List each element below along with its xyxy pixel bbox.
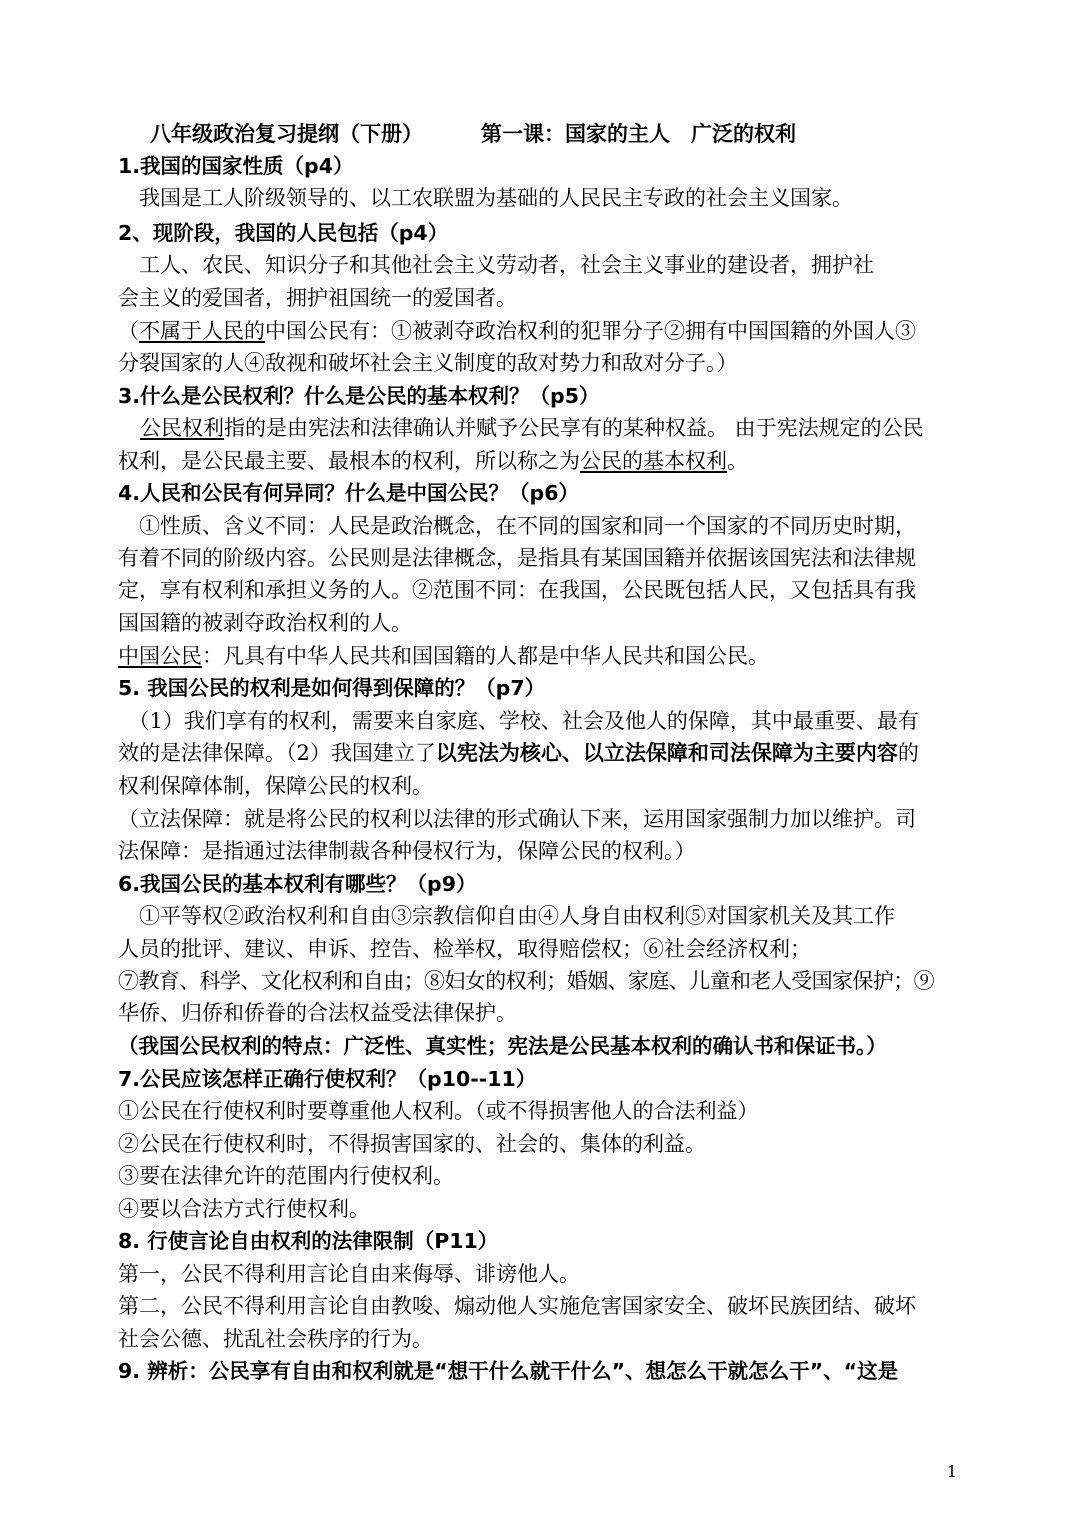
underlined-term: 公民的基本权利 [580,449,727,473]
paragraph-line: ④要以合法方式行使权利。 [118,1197,370,1221]
paragraph-line: ②公民在行使权利时，不得损害国家的、社会的、集体的利益。 [118,1132,706,1156]
text-run: 权利，是公民最主要、最根本的权利，所以称之为 [118,449,580,473]
paragraph-line: 会主义的爱国者，拥护祖国统一的爱国者。 [118,286,517,310]
underlined-term: 不属于人民的 [139,319,265,343]
text-run: 效的是法律保障。（2）我国建立了 [118,741,436,765]
title-left: 八年级政治复习提纲（下册） [150,122,423,146]
heading-1: 1.我国的国家性质（p4） [118,154,354,178]
page-number: 1 [946,1462,957,1481]
heading-4: 4.人民和公民有何异同？什么是中国公民？（p6） [118,481,579,505]
paragraph-line [118,412,963,444]
page-title [150,118,950,150]
paragraph-line: ①平等权②政治权利和自由③宗教信仰自由④人身自由权利⑤对国家机关及其工作 [118,904,895,928]
paragraph-line: ⑦教育、科学、文化权利和自由；⑧妇女的权利；婚姻、家庭、儿童和老人受国家保护；⑨ [118,969,934,993]
paragraph-line: 第二，公民不得利用言论自由教唆、煽动他人实施危害国家安全、破坏民族团结、破坏 [118,1294,916,1318]
paragraph-line [118,315,963,347]
paragraph-line: 我国是工人阶级领导的、以工农联盟为基础的人民民主专政的社会主义国家。 [118,186,853,210]
text-run: ：凡具有中华人民共和国国籍的人都是中华人民共和国公民。 [202,644,769,668]
bold-note: （我国公民权利的特点：广泛性、真实性；宪法是公民基本权利的确认书和保证书。） [118,1034,887,1058]
paragraph-line [118,640,963,672]
heading-7: 7.公民应该怎样正确行使权利？（p10--11） [118,1067,537,1091]
paragraph-line: 工人、农民、知识分子和其他社会主义劳动者，社会主义事业的建设者，拥护社 [118,253,874,277]
bold-phrase: 以宪法为核心、以立法保障和司法保障为主要内容 [435,741,898,765]
heading-6: 6.我国公民的基本权利有哪些？（p9） [118,872,477,896]
paragraph-line: ③要在法律允许的范围内行使权利。 [118,1164,454,1188]
text-run: 。 [727,449,748,473]
paragraph-line: ①公民在行使权利时要尊重他人权利。（或不得损害他人的合法利益） [118,1099,759,1123]
paragraph-line: ①性质、含义不同：人民是政治概念，在不同的国家和同一个国家的不同历史时期， [118,514,916,538]
paragraph-line: 分裂国家的人④敌视和破坏社会主义制度的敌对势力和敌对分子。） [118,351,738,375]
underlined-term: 中国公民 [118,644,202,668]
paragraph-line: 法保障：是指通过法律制裁各种侵权行为，保障公民的权利。） [118,839,696,863]
paragraph-line: 权利保障体制，保障公民的权利。 [118,774,433,798]
underlined-term: 公民权利 [140,416,224,440]
paragraph-line: （1）我们享有的权利，需要来自家庭、学校、社会及他人的保障，其中最重要、最有 [118,709,919,733]
paragraph-line [118,737,963,769]
paragraph-line [118,445,963,477]
heading-5: 5. 我国公民的权利是如何得到保障的？（p7） [118,676,546,700]
heading-2: 2、现阶段，我国的人民包括（p4） [118,221,449,245]
paragraph-line: 华侨、归侨和侨眷的合法权益受法律保护。 [118,1001,517,1025]
title-right: 第一课：国家的主人 广泛的权利 [481,122,796,146]
paragraph-line: （立法保障：就是将公民的权利以法律的形式确认下来，运用国家强制力加以维护。司 [118,807,916,831]
paragraph-line: 国国籍的被剥夺政治权利的人。 [118,611,412,635]
paragraph-line: 社会公德、扰乱社会秩序的行为。 [118,1327,433,1351]
heading-3: 3.什么是公民权利？什么是公民的基本权利？（p5） [118,384,600,408]
heading-8: 8. 行使言论自由权利的法律限制（P11） [118,1229,499,1253]
text-run: 指的是由宪法和法律确认并赋予公民享有的某种权益。 由于宪法规定的公民 [224,416,924,440]
paragraph-line: 定，享有权利和承担义务的人。②范围不同：在我国，公民既包括人民，又包括具有我 [118,578,916,602]
paragraph-line: 有着不同的阶级内容。公民则是法律概念，是指具有某国国籍并依据该国宪法和法律规 [118,546,916,570]
text-run: 中国公民有：①被剥夺政治权利的犯罪分子②拥有中国国籍的外国人③ [265,319,916,343]
paragraph-line: 人员的批评、建议、申诉、控告、检举权，取得赔偿权；⑥社会经济权利； [118,937,811,961]
paragraph-line: 第一，公民不得利用言论自由来侮辱、诽谤他人。 [118,1262,580,1286]
text-run: 的 [897,741,919,765]
heading-9: 9. 辨析：公民享有自由和权利就是“想干什么就干什么”、想怎么干就怎么干”、“这是 [118,1359,899,1383]
text-run: （ [118,319,139,343]
